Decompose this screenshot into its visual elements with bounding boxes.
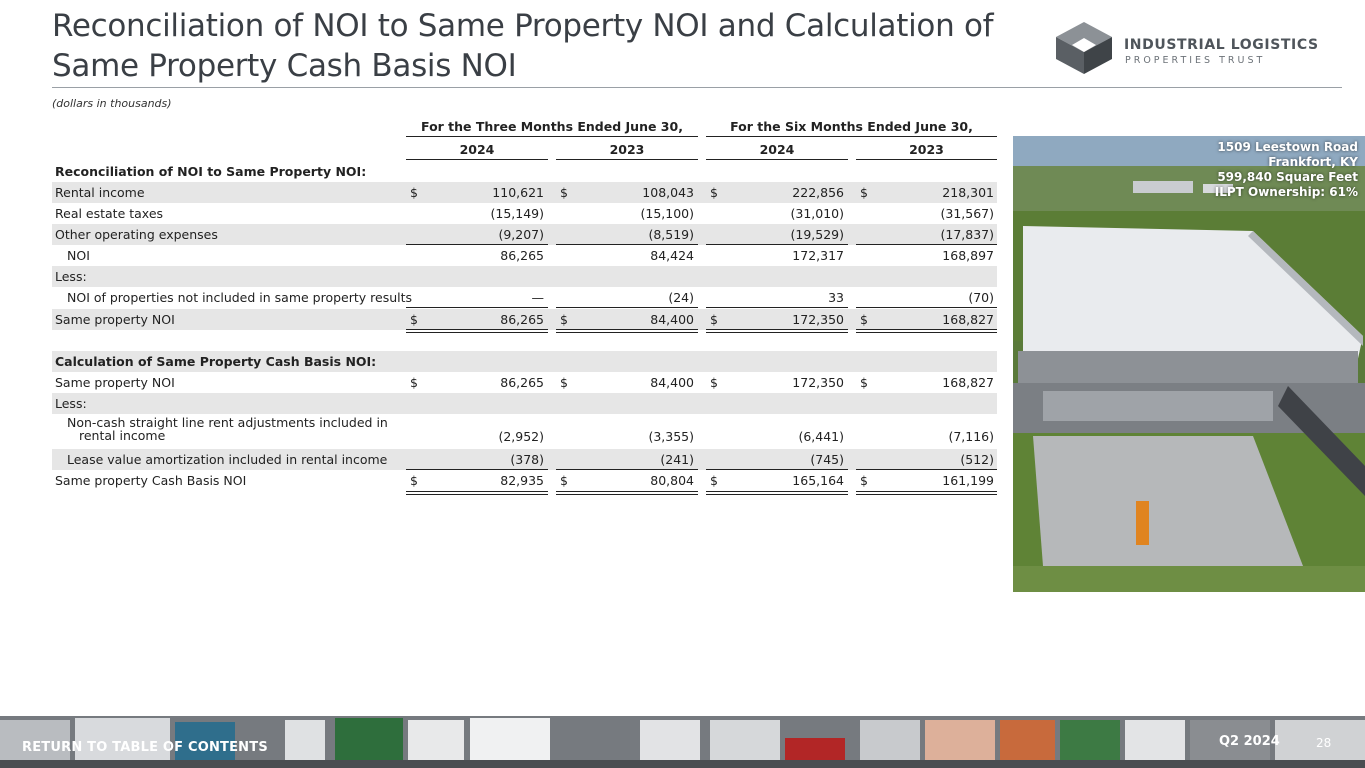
section-heading: Calculation of Same Property Cash Basis NOI: <box>55 354 377 369</box>
cell-value: (70) <box>968 290 994 305</box>
dollar-sign: $ <box>860 473 868 488</box>
cell-value: (15,100) <box>640 206 694 221</box>
row-label: Other operating expenses <box>55 227 218 242</box>
cell-value: 168,897 <box>942 248 994 263</box>
table-row <box>52 161 997 182</box>
table-row <box>52 470 997 491</box>
logo-cube-icon <box>1054 20 1114 76</box>
cell-value: 218,301 <box>942 185 994 200</box>
dollar-sign: $ <box>860 185 868 200</box>
units-note: (dollars in thousands) <box>52 97 172 110</box>
table-row <box>52 245 997 266</box>
total-double-underline <box>856 329 997 333</box>
property-square-feet: 599,840 Square Feet <box>1217 170 1358 184</box>
cell-value: 165,164 <box>792 473 844 488</box>
total-double-underline <box>406 329 548 333</box>
cell-value: (9,207) <box>498 227 544 242</box>
cell-value: 168,827 <box>942 312 994 327</box>
cell-value: 161,199 <box>942 473 994 488</box>
dollar-sign: $ <box>710 375 718 390</box>
row-label: Same property Cash Basis NOI <box>55 473 247 488</box>
page-title: Reconciliation of NOI to Same Property NOI and Calculation of Same Property Cash Basis NOI <box>52 8 994 84</box>
table-row <box>52 224 997 245</box>
dollar-sign: $ <box>410 185 418 200</box>
sum-underline <box>556 307 698 308</box>
year-header: 2024 <box>759 142 795 157</box>
cell-value: 86,265 <box>500 248 544 263</box>
dollar-sign: $ <box>860 312 868 327</box>
logo-tagline: PROPERTIES TRUST <box>1125 55 1266 66</box>
total-double-underline <box>556 329 698 333</box>
cell-value: 82,935 <box>500 473 544 488</box>
cell-value: 108,043 <box>642 185 694 200</box>
dollar-sign: $ <box>560 312 568 327</box>
cell-value: (15,149) <box>490 206 544 221</box>
table-row <box>52 182 997 203</box>
return-to-contents-link[interactable]: RETURN TO TABLE OF CONTENTS <box>22 740 268 755</box>
cell-value: (31,567) <box>940 206 994 221</box>
cell-value: (19,529) <box>790 227 844 242</box>
row-label: Real estate taxes <box>55 206 164 221</box>
cell-value: 33 <box>828 290 844 305</box>
table-row <box>52 416 997 448</box>
table-row <box>52 287 997 308</box>
cell-value: 168,827 <box>942 375 994 390</box>
dollar-sign: $ <box>560 473 568 488</box>
warehouse-aerial-image <box>1013 136 1365 592</box>
row-label: Less: <box>55 396 87 411</box>
company-logo <box>1054 20 1324 76</box>
cell-value: (2,952) <box>498 429 544 444</box>
footer-bar <box>0 716 1365 768</box>
table-row <box>52 351 997 372</box>
table-row <box>52 266 997 287</box>
dollar-sign: $ <box>410 375 418 390</box>
cell-value: (7,116) <box>948 429 994 444</box>
cell-value: (6,441) <box>798 429 844 444</box>
cell-value: 86,265 <box>500 375 544 390</box>
total-double-underline <box>856 491 997 495</box>
header-underline <box>856 159 997 160</box>
cell-value: (3,355) <box>648 429 694 444</box>
dollar-sign: $ <box>710 185 718 200</box>
dollar-sign: $ <box>560 375 568 390</box>
dollar-sign: $ <box>560 185 568 200</box>
row-label: NOI of properties not included in same property results <box>67 290 413 305</box>
cell-value: 84,400 <box>650 312 694 327</box>
cell-value: 222,856 <box>792 185 844 200</box>
header-underline <box>406 136 698 137</box>
cell-value: (241) <box>660 452 694 467</box>
cell-value: (8,519) <box>648 227 694 242</box>
table-row <box>52 393 997 414</box>
table-row <box>52 372 997 393</box>
cell-value: 84,400 <box>650 375 694 390</box>
total-double-underline <box>706 329 848 333</box>
cell-value: (17,837) <box>940 227 994 242</box>
cell-value: 172,350 <box>792 312 844 327</box>
table-row <box>52 449 997 470</box>
header-underline <box>406 159 548 160</box>
property-aerial-photo <box>1013 136 1365 592</box>
year-header: 2024 <box>459 142 495 157</box>
cell-value: 80,804 <box>650 473 694 488</box>
dollar-sign: $ <box>710 473 718 488</box>
header-six-months: For the Six Months Ended June 30, <box>730 119 973 134</box>
header-three-months: For the Three Months Ended June 30, <box>421 119 683 134</box>
dollar-sign: $ <box>410 312 418 327</box>
report-quarter: Q2 2024 <box>1219 734 1280 749</box>
sum-underline <box>706 307 848 308</box>
cell-value: 86,265 <box>500 312 544 327</box>
page-number: 28 <box>1316 736 1332 750</box>
title-divider <box>52 87 1342 88</box>
property-ownership: ILPT Ownership: 61% <box>1214 185 1358 199</box>
dollar-sign: $ <box>710 312 718 327</box>
total-double-underline <box>706 491 848 495</box>
row-label: Same property NOI <box>55 312 175 327</box>
header-underline <box>556 159 698 160</box>
cell-value: (31,010) <box>790 206 844 221</box>
row-label: Same property NOI <box>55 375 175 390</box>
row-label: Rental income <box>55 185 145 200</box>
year-header: 2023 <box>909 142 944 157</box>
table-row <box>52 309 997 330</box>
dollar-sign: $ <box>410 473 418 488</box>
cell-value: 84,424 <box>650 248 694 263</box>
cell-value: — <box>531 290 544 305</box>
total-double-underline <box>406 491 548 495</box>
section-heading: Reconciliation of NOI to Same Property NOI: <box>55 164 367 179</box>
cell-value: 172,350 <box>792 375 844 390</box>
dollar-sign: $ <box>860 375 868 390</box>
cell-value: (512) <box>960 452 994 467</box>
property-city: Frankfort, KY <box>1268 155 1358 169</box>
total-double-underline <box>556 491 698 495</box>
cell-value: 110,621 <box>492 185 544 200</box>
cell-value: 172,317 <box>792 248 844 263</box>
sum-underline <box>406 307 548 308</box>
cell-value: (745) <box>810 452 844 467</box>
sum-underline <box>856 307 997 308</box>
row-label: Lease value amortization included in rental income <box>67 452 388 467</box>
logo-name: INDUSTRIAL LOGISTICS <box>1124 37 1319 53</box>
row-label: Less: <box>55 269 87 284</box>
row-label: Non-cash straight line rent adjustments included in <box>67 415 388 430</box>
cell-value: (24) <box>668 290 694 305</box>
row-label: NOI <box>67 248 90 263</box>
property-address: 1509 Leestown Road <box>1217 140 1358 154</box>
row-label-continued: rental income <box>79 428 166 443</box>
table-row <box>52 203 997 224</box>
header-underline <box>706 136 997 137</box>
year-header: 2023 <box>609 142 645 157</box>
cell-value: (378) <box>510 452 544 467</box>
header-underline <box>706 159 848 160</box>
property-caption <box>1215 140 1358 200</box>
